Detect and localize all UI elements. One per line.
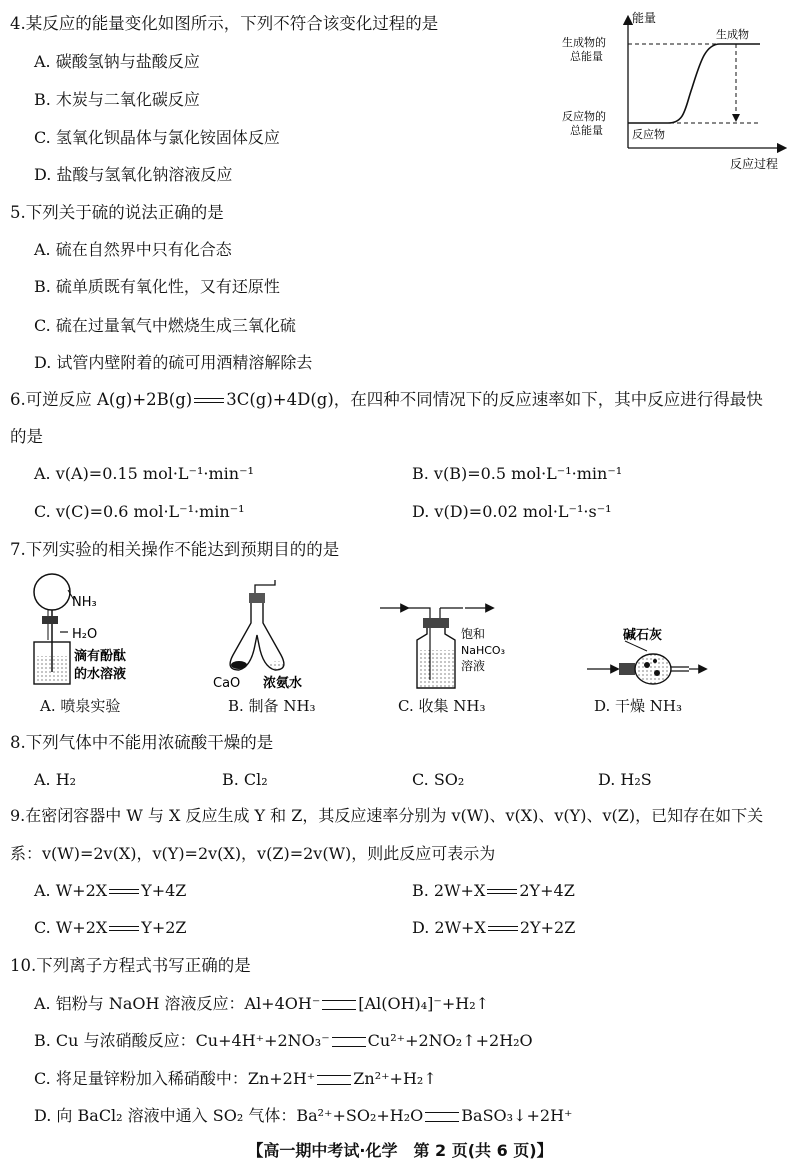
a-water-label: H₂O bbox=[72, 627, 98, 642]
q9-option-d: D. 2W+X 2Y+2Z bbox=[412, 918, 576, 937]
a-gas-label: NH₃ bbox=[72, 595, 97, 610]
reactant-label-2: 总能量 bbox=[570, 124, 603, 137]
q4-option-a: A. 碳酸氢钠与盐酸反应 bbox=[34, 52, 200, 71]
page-footer: 【高一期中考试·化学 第 2 页(共 6 页)】 bbox=[247, 1141, 553, 1160]
q8-option-d: D. H₂S bbox=[598, 770, 652, 789]
q7-stem: 7.下列实验的相关操作不能达到预期目的的是 bbox=[10, 540, 340, 559]
q10-stem: 10.下列离子方程式书写正确的是 bbox=[10, 956, 251, 975]
b-right-label: 浓氨水 bbox=[263, 676, 303, 690]
q6-stem-left: 6.可逆反应 A(g)+2B(g) bbox=[10, 390, 193, 409]
q8-option-c: C. SO₂ bbox=[412, 770, 465, 789]
apparatus-d-drying-tube bbox=[585, 625, 725, 695]
q9-stem-2: 系：v(W)=2v(X)，v(Y)=2v(X)，v(Z)=2v(W)，则此反应可表示为 bbox=[10, 844, 496, 863]
q5-option-c: C. 硫在过量氧气中燃烧生成三氧化硫 bbox=[34, 316, 296, 335]
q6-stem-right: 3C(g)+4D(g)，在四种不同情况下的反应速率如下，其中反应进行得最快 bbox=[226, 390, 763, 409]
q7-caption-a: A. 喷泉实验 bbox=[40, 697, 121, 715]
q4-option-c: C. 氢氧化钡晶体与氯化铵固体反应 bbox=[34, 128, 280, 147]
q10-option-b: B. Cu 与浓硝酸反应：Cu+4H⁺+2NO₃⁻ Cu²⁺+2NO₂↑+2H₂O bbox=[34, 1031, 533, 1050]
apparatus-c-bottle bbox=[375, 600, 535, 695]
q10-option-c: C. 将足量锌粉加入稀硝酸中：Zn+2H⁺ Zn²⁺+H₂↑ bbox=[34, 1069, 437, 1088]
q7-caption-b: B. 制备 NH₃ bbox=[228, 697, 316, 715]
q6-stem-cont: 的是 bbox=[10, 427, 43, 446]
q6-option-d: D. v(D)=0.02 mol·L⁻¹·s⁻¹ bbox=[412, 502, 612, 521]
q10-option-d: D. 向 BaCl₂ 溶液中通入 SO₂ 气体：Ba²⁺+SO₂+H₂O BaSO₃↓+2H⁺ bbox=[34, 1106, 573, 1125]
c-label-2: NaHCO₃ bbox=[461, 644, 505, 657]
equilibrium-arrow bbox=[192, 395, 226, 407]
apparatus-b-ytube bbox=[205, 575, 325, 690]
q8-option-a: A. H₂ bbox=[34, 770, 77, 789]
q4-energy-diagram bbox=[560, 8, 795, 178]
q4-stem: 4.某反应的能量变化如图所示，下列不符合该变化过程的是 bbox=[10, 14, 439, 33]
q9-option-c: C. W+2X Y+2Z bbox=[34, 918, 187, 937]
c-label-1: 饱和 bbox=[461, 627, 486, 641]
apparatus-a-fountain bbox=[20, 570, 150, 690]
q9-option-a: A. W+2X Y+4Z bbox=[34, 881, 187, 900]
q10-option-a: A. 铝粉与 NaOH 溶液反应：Al+4OH⁻ [Al(OH)₄]⁻+H₂↑ bbox=[34, 994, 490, 1013]
reactant-label-1: 反应物的 bbox=[562, 110, 606, 123]
q8-stem: 8.下列气体中不能用浓硫酸干燥的是 bbox=[10, 733, 274, 752]
q9-option-b: B. 2W+X 2Y+4Z bbox=[412, 881, 575, 900]
energy-curve bbox=[628, 44, 760, 123]
q5-option-a: A. 硫在自然界中只有化合态 bbox=[34, 240, 232, 259]
d-label: 碱石灰 bbox=[623, 628, 663, 643]
a-solution-label-2: 的水溶液 bbox=[74, 667, 127, 682]
q5-option-d: D. 试管内壁附着的硫可用酒精溶解除去 bbox=[34, 353, 313, 372]
product-label-1: 生成物的 bbox=[562, 36, 606, 49]
q7-caption-c: C. 收集 NH₃ bbox=[398, 697, 486, 715]
q6-option-b: B. v(B)=0.5 mol·L⁻¹·min⁻¹ bbox=[412, 464, 623, 483]
q8-option-b: B. Cl₂ bbox=[222, 770, 268, 789]
q4-option-d: D. 盐酸与氢氧化钠溶液反应 bbox=[34, 165, 233, 184]
x-axis-label: 反应过程 bbox=[730, 157, 779, 171]
q5-option-b: B. 硫单质既有氧化性，又有还原性 bbox=[34, 277, 280, 296]
q5-stem: 5.下列关于硫的说法正确的是 bbox=[10, 203, 224, 222]
q9-stem-1: 9.在密闭容器中 W 与 X 反应生成 Y 和 Z，其反应速率分别为 v(W)、v(X)、v(Y)、v(Z)，已知存在如下关 bbox=[10, 806, 764, 825]
curve-reactant-label: 反应物 bbox=[632, 128, 665, 141]
c-label-3: 溶液 bbox=[461, 659, 486, 673]
q6-option-a: A. v(A)=0.15 mol·L⁻¹·min⁻¹ bbox=[34, 464, 254, 483]
product-label-2: 总能量 bbox=[570, 50, 603, 63]
b-left-label: CaO bbox=[213, 676, 241, 690]
y-axis-label: 能量 bbox=[632, 11, 657, 25]
q7-caption-d: D. 干燥 NH₃ bbox=[594, 697, 683, 715]
q4-option-b: B. 木炭与二氧化碳反应 bbox=[34, 90, 200, 109]
q6-option-c: C. v(C)=0.6 mol·L⁻¹·min⁻¹ bbox=[34, 502, 245, 521]
q6-stem bbox=[10, 390, 763, 410]
curve-product-label: 生成物 bbox=[716, 28, 749, 41]
a-solution-label-1: 滴有酚酞 bbox=[74, 649, 127, 664]
